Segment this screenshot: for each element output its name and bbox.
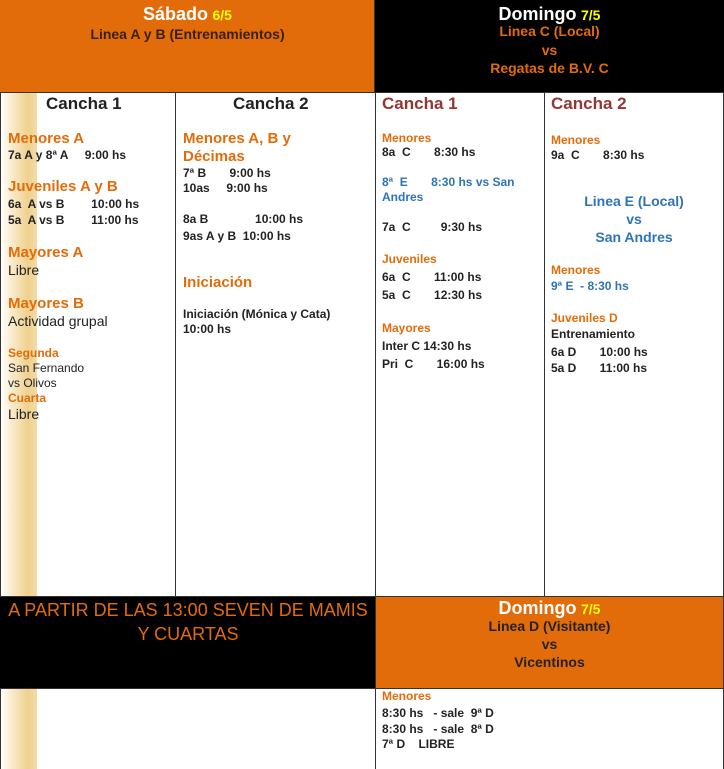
sat-juveniles-line1: 6a A vs B 10:00 hs bbox=[8, 197, 140, 211]
bottom-left-cell bbox=[0, 688, 376, 769]
sun-c2-juveniles-d-line2: 5a D 11:00 hs bbox=[551, 361, 648, 375]
sat-mayores-a-text: Libre bbox=[8, 262, 40, 278]
sunday-c-line3: Regatas de B.V. C bbox=[490, 60, 609, 76]
saturday-header bbox=[0, 0, 375, 93]
sun-linea-e-line3: San Andres bbox=[595, 229, 673, 245]
sat-c2-line: 8a B 10:00 hs bbox=[183, 212, 304, 226]
sun-c2-menores-e-heading: Menores bbox=[551, 263, 601, 277]
sat-cuarta-heading: Cuarta bbox=[8, 391, 47, 405]
sun-c1-juveniles-line2: 5a C 12:30 hs bbox=[382, 288, 483, 302]
sat-c2-menores-heading2: Décimas bbox=[183, 148, 245, 165]
sun-c1-mayores-line1: Inter C 14:30 hs bbox=[382, 339, 472, 353]
sun-linea-e-line1: Linea E (Local) bbox=[584, 193, 684, 209]
sunday-c-line2: vs bbox=[541, 42, 558, 58]
sun-c1-menores-line: 8a C 8:30 hs bbox=[382, 145, 476, 159]
sun-c2-menores-e-line: 9ª E - 8:30 hs bbox=[551, 279, 629, 293]
sat-mayores-a-heading: Mayores A bbox=[8, 244, 84, 261]
sun-cancha1-title: Cancha 1 bbox=[382, 94, 458, 113]
sat-cancha1-title: Cancha 1 bbox=[46, 94, 122, 113]
sat-c2-line: 9as A y B 10:00 hs bbox=[183, 229, 291, 243]
sun-c1-juveniles-heading: Juveniles bbox=[382, 252, 437, 266]
sat-iniciacion-line2: 10:00 hs bbox=[183, 322, 232, 336]
sun-c2-juveniles-d-heading: Juveniles D bbox=[551, 311, 618, 325]
sun-d-menores-heading: Menores bbox=[382, 689, 432, 703]
sat-c2-line: 7ª B 9:00 hs bbox=[183, 166, 271, 180]
sun-linea-e-line2: vs bbox=[626, 211, 642, 227]
sat-segunda-heading: Segunda bbox=[8, 346, 59, 360]
sun-d-menores-line: 7ª D LIBRE bbox=[382, 737, 455, 751]
sun-c2-menores-line: 9a C 8:30 hs bbox=[551, 148, 645, 162]
sunday-c-header bbox=[375, 0, 724, 93]
sun-c1-mayores-heading: Mayores bbox=[382, 321, 431, 335]
decorative-stripe bbox=[1, 93, 40, 596]
saturday-day: Sábado bbox=[143, 4, 209, 24]
sat-juveniles-line2: 5a A vs B 11:00 hs bbox=[8, 213, 139, 227]
sun-d-menores-line: 8:30 hs - sale 9ª D bbox=[382, 706, 494, 720]
sun-c1-juveniles-line1: 6a C 11:00 hs bbox=[382, 270, 482, 284]
sunday-c-day: Domingo bbox=[498, 4, 577, 24]
sun-c1-menores-heading: Menores bbox=[382, 131, 432, 145]
sat-segunda-line2: vs Olivos bbox=[8, 376, 57, 390]
seven-banner-text: A PARTIR DE LAS 13:00 SEVEN DE MAMIS Y CUARTAS bbox=[8, 600, 368, 644]
sunday-d-day: Domingo bbox=[498, 598, 577, 618]
sun-c1-blue-line1: 8ª E 8:30 hs vs San bbox=[382, 175, 515, 189]
sat-c2-line: 10as 9:00 hs bbox=[183, 181, 268, 195]
sun-cancha2-title: Cancha 2 bbox=[551, 94, 627, 113]
saturday-date: 6/5 bbox=[212, 7, 232, 23]
sat-menores-a-heading: Menores A bbox=[8, 130, 85, 147]
sat-juveniles-heading: Juveniles A y B bbox=[8, 178, 118, 195]
sun-c1-blue-line2: Andres bbox=[382, 190, 424, 204]
sun-c1-7a-line: 7a C 9:30 hs bbox=[382, 220, 483, 234]
sat-cancha2-title: Cancha 2 bbox=[233, 94, 309, 113]
sun-c2-juveniles-d-sub: Entrenamiento bbox=[551, 327, 636, 341]
sunday-d-header bbox=[375, 597, 724, 689]
sunday-d-date: 7/5 bbox=[580, 601, 601, 617]
sunday-c-date: 7/5 bbox=[580, 7, 601, 23]
sat-c2-menores-heading1: Menores A, B y bbox=[183, 130, 291, 147]
sat-menores-a-line: 7a A y 8ª A 9:00 hs bbox=[8, 148, 127, 162]
decorative-stripe-bottom-overlay bbox=[1, 689, 37, 769]
sunday-d-line3: Vicentinos bbox=[514, 654, 585, 670]
sun-d-menores-line: 8:30 hs - sale 8ª D bbox=[382, 722, 494, 736]
sat-iniciacion-heading: Iniciación bbox=[183, 274, 253, 291]
sunday-c-line1: Linea C (Local) bbox=[499, 23, 600, 39]
sun-c2-juveniles-d-line1: 6a D 10:00 hs bbox=[551, 345, 648, 359]
seven-banner bbox=[0, 597, 376, 689]
sunday-d-line1: Linea D (Visitante) bbox=[488, 618, 611, 634]
sat-cuarta-text: Libre bbox=[8, 406, 40, 422]
sunday-d-line2: vs bbox=[541, 636, 558, 652]
sat-iniciacion-line1: Iniciación (Mónica y Cata) bbox=[183, 307, 331, 321]
sun-c1-mayores-line2: Pri C 16:00 hs bbox=[382, 357, 485, 371]
sun-c2-menores-heading: Menores bbox=[551, 133, 601, 147]
saturday-subtitle: Linea A y B (Entrenamientos) bbox=[90, 26, 285, 42]
sat-mayores-b-heading: Mayores B bbox=[8, 295, 84, 312]
sat-segunda-line1: San Fernando bbox=[8, 361, 85, 375]
sat-mayores-b-text: Actividad grupal bbox=[8, 313, 108, 329]
